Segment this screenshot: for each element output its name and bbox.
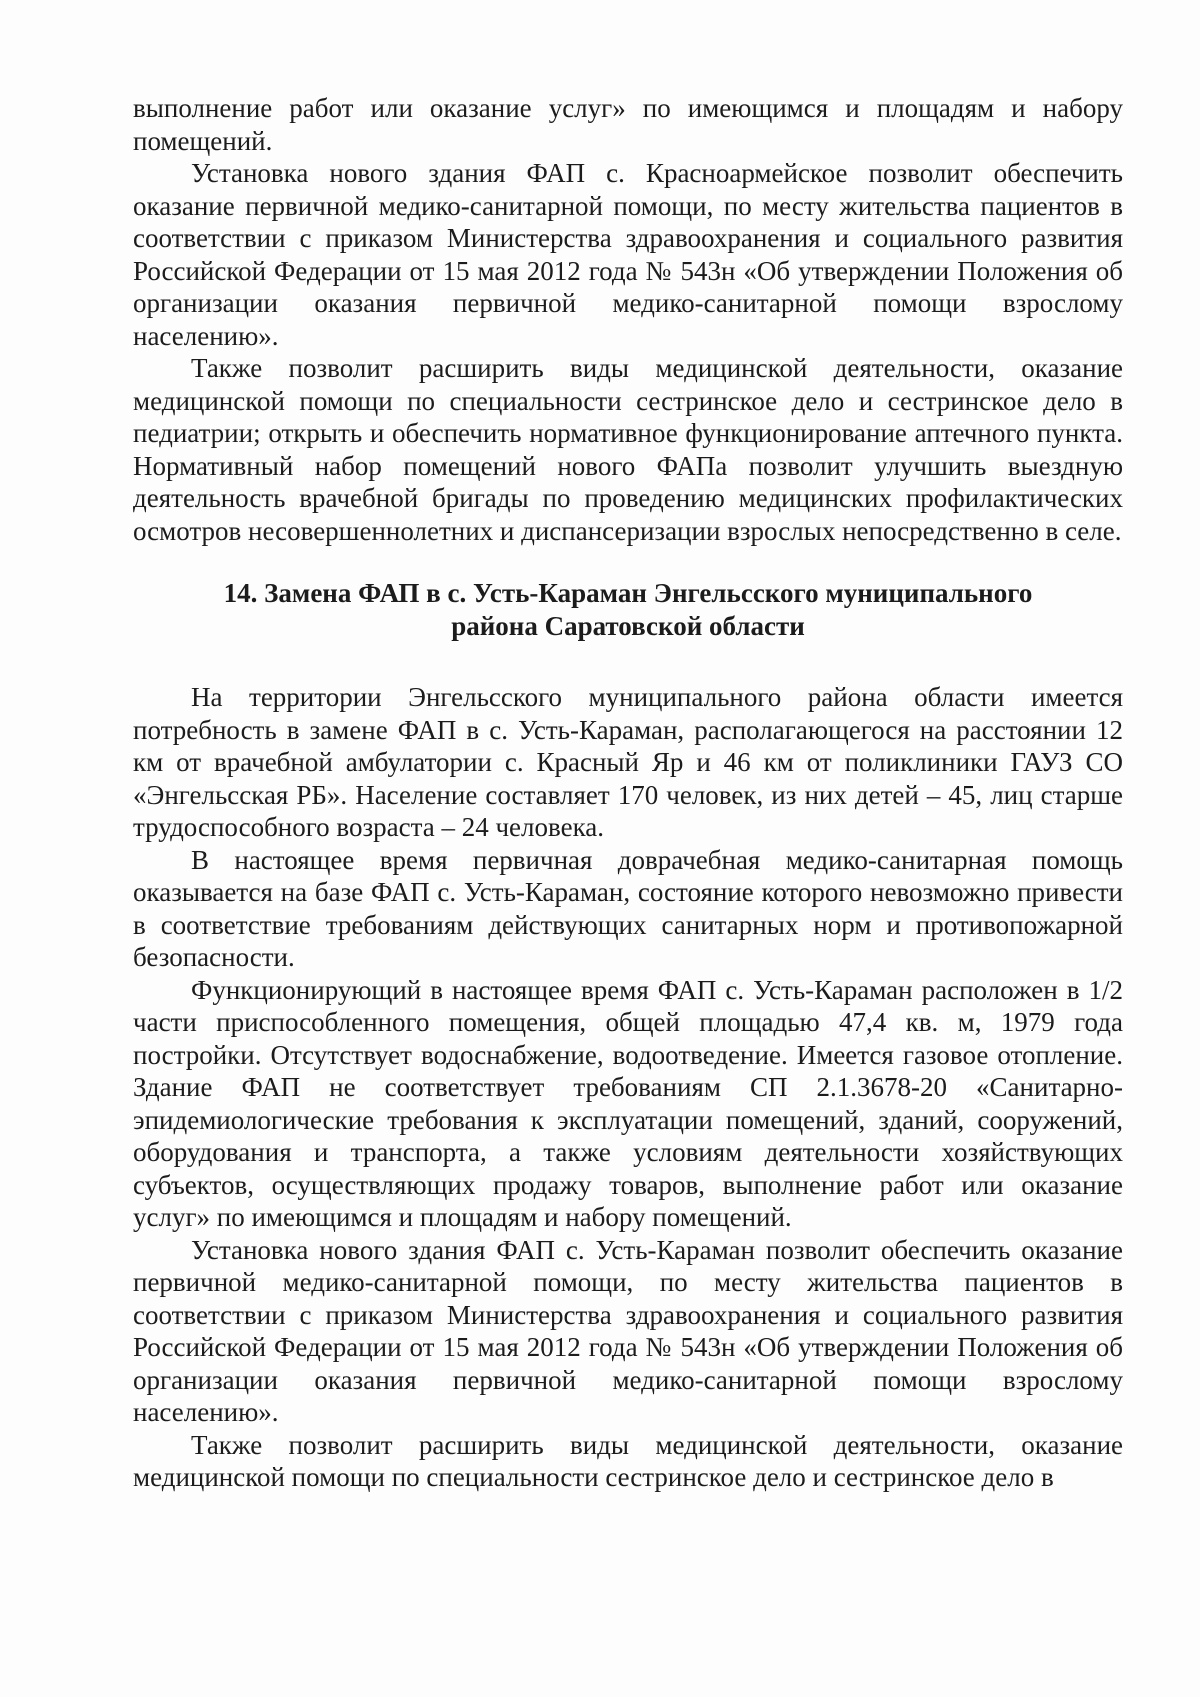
paragraph-expand-activities-2: Также позволит расширить виды медицинской деятельности, оказание медицинской помощи по специальности сестринское дело и сестринское дело в bbox=[133, 1429, 1123, 1492]
paragraph-continuation: выполнение работ или оказание услуг» по имеющимся и площадям и набору помещений. bbox=[133, 93, 1123, 156]
paragraph-need-replacement: На территории Энгельсского муниципального района области имеется потребность в замене ФАП в с. Усть-Караман, располагающегося на расстоянии 12 км от врачебной амбулатории с. Красный Яр и 46 км от поликлиники ГАУЗ СО «Энгельсская РБ». Население составляет 170 человек, из них детей – 45, лиц старше трудоспособного возраста – 24 человека. bbox=[133, 682, 1123, 842]
paragraph-expand-activities: Также позволит расширить виды медицинской деятельности, оказание медицинской помощи по специальности сестринское дело и сестринское дело в педиатрии; открыть и обеспечить нормативное функционирование аптечного пункта. Нормативный набор помещений нового ФАПа позволит улучшить выездную деятельность врачебной бригады по проведению медицинских профилактических осмотров несовершеннолетних и диспансеризации взрослых непосредственно в селе. bbox=[133, 353, 1123, 546]
section-heading: 14. Замена ФАП в с. Усть-Караман Энгельсского муниципального района Саратовской области bbox=[223, 578, 1033, 641]
paragraph-current-care: В настоящее время первичная доврачебная медико-санитарная помощь оказывается на базе ФАП с. Усть-Караман, состояние которого невозможно привести в соответствие требованиям действующих санитарных норм и противопожарной безопасности. bbox=[133, 844, 1123, 972]
paragraph-new-building-ust-karaman: Установка нового здания ФАП с. Усть-Караман позволит обеспечить оказание первичной медико-санитарной помощи, по месту жительства пациентов в соответствии с приказом Министерства здравоохранения и социального развития Российской Федерации от 15 мая 2012 года № 543н «Об утверждении Положения об организации оказания первичной медико-санитарной помощи взрослому населению». bbox=[133, 1234, 1123, 1427]
document-body bbox=[133, 92, 1123, 1494]
paragraph-building-condition: Функционирующий в настоящее время ФАП с. Усть-Караман расположен в 1/2 части приспособленного помещения, общей площадью 47,4 кв. м, 1979 года постройки. Отсутствует водоснабжение, водоотведение. Имеется газовое отопление. Здание ФАП не соответствует требованиям СП 2.1.3678-20 «Санитарно-эпидемиологические требования к эксплуатации помещений, зданий, сооружений, оборудования и транспорта, а также условиям деятельности хозяйствующих субъектов, осуществляющих продажу товаров, выполнение работ или оказание услуг» по имеющимся и площадям и набору помещений. bbox=[133, 974, 1123, 1232]
paragraph-new-building-krasnoarmeyskoe: Установка нового здания ФАП с. Красноармейское позволит обеспечить оказание первичной медико-санитарной помощи, по месту жительства пациентов в соответствии с приказом Министерства здравоохранения и социального развития Российской Федерации от 15 мая 2012 года № 543н «Об утверждении Положения об организации оказания первичной медико-санитарной помощи взрослому населению». bbox=[133, 158, 1123, 351]
